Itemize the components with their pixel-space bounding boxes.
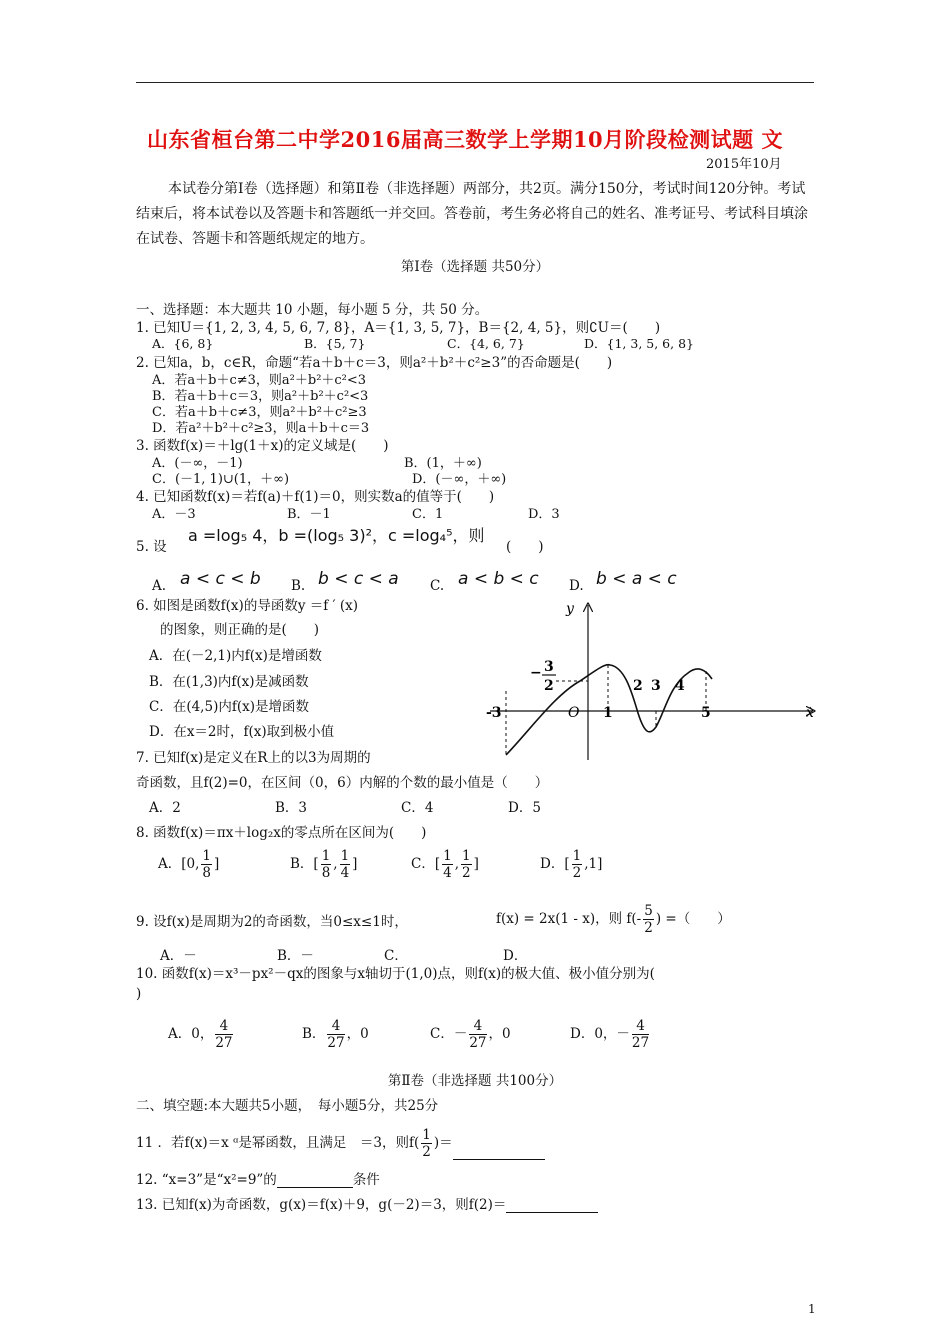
- q9-expression: f(x) = 2x(1 - x)，则 f(- $\frac{5}{2}$ ) =（ ）: [496, 903, 731, 936]
- q5-option-c: a < b < c: [458, 569, 539, 589]
- q9-option-c: C．: [384, 948, 408, 964]
- intro-paragraph: 本试卷分第Ⅰ卷（选择题）和第Ⅱ卷（非选择题）两部分，共2页。满分150分，考试时间120分钟。考试结束后，将本试卷以及答题卡和答题纸一并交回。答卷前，考生务必将自己的姓名、准考证号、考试科目填涂在试卷、答题卡和答题纸规定的地方。: [136, 181, 808, 247]
- tick-label-neg3-2-num: 3: [544, 659, 554, 675]
- q4-option-a: A．－3: [152, 507, 196, 522]
- q5-expression: a =log₅ 4，b =(log₅ 3)²，c =log₄⁵，则: [188, 526, 485, 545]
- q10-stem-line1: 10. 函数f(x)＝x³－px²－qx的图象与x轴切于(1,0)点，则f(x)的极大值、极小值分别为(: [136, 966, 655, 982]
- q9-option-d: D．: [503, 948, 528, 964]
- part1-heading: 第Ⅰ卷（选择题 共50分）: [400, 259, 550, 275]
- q10-option-d: D．0，－ $\frac{4}{27}$: [570, 1018, 650, 1051]
- tick-label-neg3: -3: [486, 705, 502, 721]
- q7-stem-line2: 奇函数，且f(2)=0，在区间（0，6）内解的个数的最小值是（ ）: [136, 775, 549, 791]
- tick-label-neg3-2-den: 2: [544, 678, 554, 694]
- q1-option-a: A．{6, 8}: [152, 336, 214, 351]
- section1-heading: 一、选择题：本大题共 10 小题，每小题 5 分，共 50 分。: [136, 302, 489, 318]
- q4-option-d: D．3: [528, 507, 560, 522]
- q7-option-d: D．5: [508, 800, 541, 816]
- q8-option-d: D．[ $\frac{1}{2}$ ,1]: [540, 848, 603, 881]
- q8-stem: 8. 函数f(x)＝πx＋log₂x的零点所在区间为( ): [136, 825, 427, 841]
- q12-stem: 12. “x=3”是“x²=9”的 条件: [136, 1172, 380, 1188]
- q2-option-d: D．若a²＋b²＋c²≥3，则a＋b＋c＝3: [152, 421, 370, 436]
- q3-stem: 3. 函数f(x)＝＋lg(1＋x)的定义域是( ): [136, 438, 389, 454]
- q1-stem: 1. 已知U＝{1, 2, 3, 4, 5, 6, 7, 8}，A＝{1, 3, 5, 7}，B＝{2, 4, 5}，则∁U＝( ): [136, 320, 661, 336]
- q3-option-c: C．(－1, 1)∪(1，＋∞): [152, 472, 290, 487]
- q2-option-c: C．若a＋b＋c≠3，则a²＋b²＋c²≥3: [152, 405, 367, 420]
- q6-stem-line2: 的图象，则正确的是( ): [160, 622, 320, 638]
- q7-option-b: B．3: [275, 800, 308, 816]
- q2-stem: 2. 已知a，b，c∈R，命题“若a＋b＋c＝3，则a²＋b²＋c²≥3”的否命题是( ): [136, 355, 613, 371]
- q2-option-a: A．若a＋b＋c≠3，则a²＋b²＋c²<3: [152, 373, 367, 388]
- tick-label-3: 3: [651, 678, 661, 694]
- page-number: 1: [808, 1302, 816, 1316]
- section2-heading: 二、填空题:本大题共5小题， 每小题5分，共25分: [136, 1098, 439, 1114]
- q1-option-d: D．{1, 3, 5, 6, 8}: [584, 336, 694, 351]
- q7-stem-line1: 7. 已知f(x)是定义在R上的以3为周期的: [136, 750, 371, 766]
- q1-option-b: B．{5, 7}: [304, 336, 366, 351]
- q4-option-b: B．－1: [287, 507, 331, 522]
- q3-option-a: A．(－∞，－1): [152, 456, 243, 471]
- q10-option-c: C．－ $\frac{4}{27}$ ，0: [430, 1018, 511, 1051]
- tick-label-2: 2: [633, 678, 643, 694]
- q5-option-a-label: A.: [152, 578, 167, 594]
- q6-option-c: C．在(4,5)内f(x)是增函数: [149, 699, 309, 715]
- q7-option-c: C．4: [401, 800, 434, 816]
- origin-label: O: [568, 705, 580, 721]
- q5-option-a: a < c < b: [180, 569, 261, 589]
- q5-prefix: 5. 设: [136, 539, 167, 555]
- q9-option-b: B．－: [277, 948, 314, 964]
- q6-option-b: B．在(1,3)内f(x)是减函数: [149, 674, 309, 690]
- q8-option-b: B．[ $\frac{1}{8}$ , $\frac{1}{4}$ ]: [290, 848, 358, 881]
- q1-option-c: C．{4, 6, 7}: [447, 336, 525, 351]
- q9-stem: 9. 设f(x)是周期为2的奇函数，当0≤x≤1时，: [136, 914, 408, 930]
- q5-option-c-label: C.: [430, 578, 445, 594]
- part2-heading: 第Ⅱ卷（非选择题 共100分）: [387, 1073, 563, 1089]
- q5-option-b-label: B.: [291, 578, 306, 594]
- tick-label-5: 5: [701, 705, 711, 721]
- x-axis-label: x: [806, 705, 814, 721]
- q7-option-a: A．2: [149, 800, 181, 816]
- q11-answer-blank[interactable]: [453, 1159, 545, 1160]
- q13-stem: 13. 已知f(x)为奇函数，g(x)＝f(x)＋9，g(－2)＝3，则f(2)＝: [136, 1193, 598, 1213]
- q6-stem-line1: 6. 如图是函数f(x)的导函数y ＝f ′ (x): [136, 598, 359, 614]
- tick-label-1: 1: [603, 705, 613, 721]
- q10-option-b: B． $\frac{4}{27}$ ，0: [302, 1018, 369, 1051]
- y-axis-label: y: [566, 601, 574, 617]
- q6-option-a: A．在(－2,1)内f(x)是增函数: [149, 648, 322, 664]
- top-rule: [136, 82, 814, 83]
- q3-option-d: D．(－∞，＋∞): [412, 472, 507, 487]
- exam-date: 2015年10月: [706, 157, 782, 172]
- q5-option-d: b < a < c: [596, 569, 677, 589]
- svg-text:−: −: [530, 665, 542, 681]
- q10-option-a: A．0， $\frac{4}{27}$: [168, 1018, 233, 1051]
- q6-option-d: D．在x＝2时，f(x)取到极小值: [149, 724, 335, 740]
- q2-option-b: B．若a＋b＋c＝3，则a²＋b²＋c²<3: [152, 389, 369, 404]
- q4-option-c: C．1: [412, 507, 444, 522]
- q4-stem: 4. 已知函数f(x)＝若f(a)＋f(1)＝0，则实数a的值等于( ): [136, 489, 495, 505]
- derivative-graph: [470, 595, 825, 765]
- q5-option-d-label: D.: [569, 578, 584, 594]
- tick-label-4: 4: [675, 678, 685, 694]
- q10-stem-line2: ): [136, 986, 142, 1002]
- q9-option-a: A．－: [160, 948, 197, 964]
- q11-stem: 11 ．若f(x)＝x ᵅ是幂函数，且满足 ＝3，则f( $\frac{1}{2}$ )＝: [136, 1127, 545, 1160]
- page-title: 山东省桓台第二中学2016届高三数学上学期10月阶段检测试题 文: [147, 127, 783, 152]
- q12-answer-blank[interactable]: [277, 1187, 353, 1188]
- q5-option-b: b < c < a: [318, 569, 399, 589]
- q3-option-b: B．(1，＋∞): [404, 456, 482, 471]
- q13-answer-blank[interactable]: [506, 1212, 598, 1213]
- q8-option-c: C．[ $\frac{1}{4}$ , $\frac{1}{2}$ ]: [411, 848, 479, 881]
- q5-paren: ( ): [506, 539, 544, 555]
- q8-option-a: A．[0, $\frac{1}{8}$ ]: [158, 848, 220, 881]
